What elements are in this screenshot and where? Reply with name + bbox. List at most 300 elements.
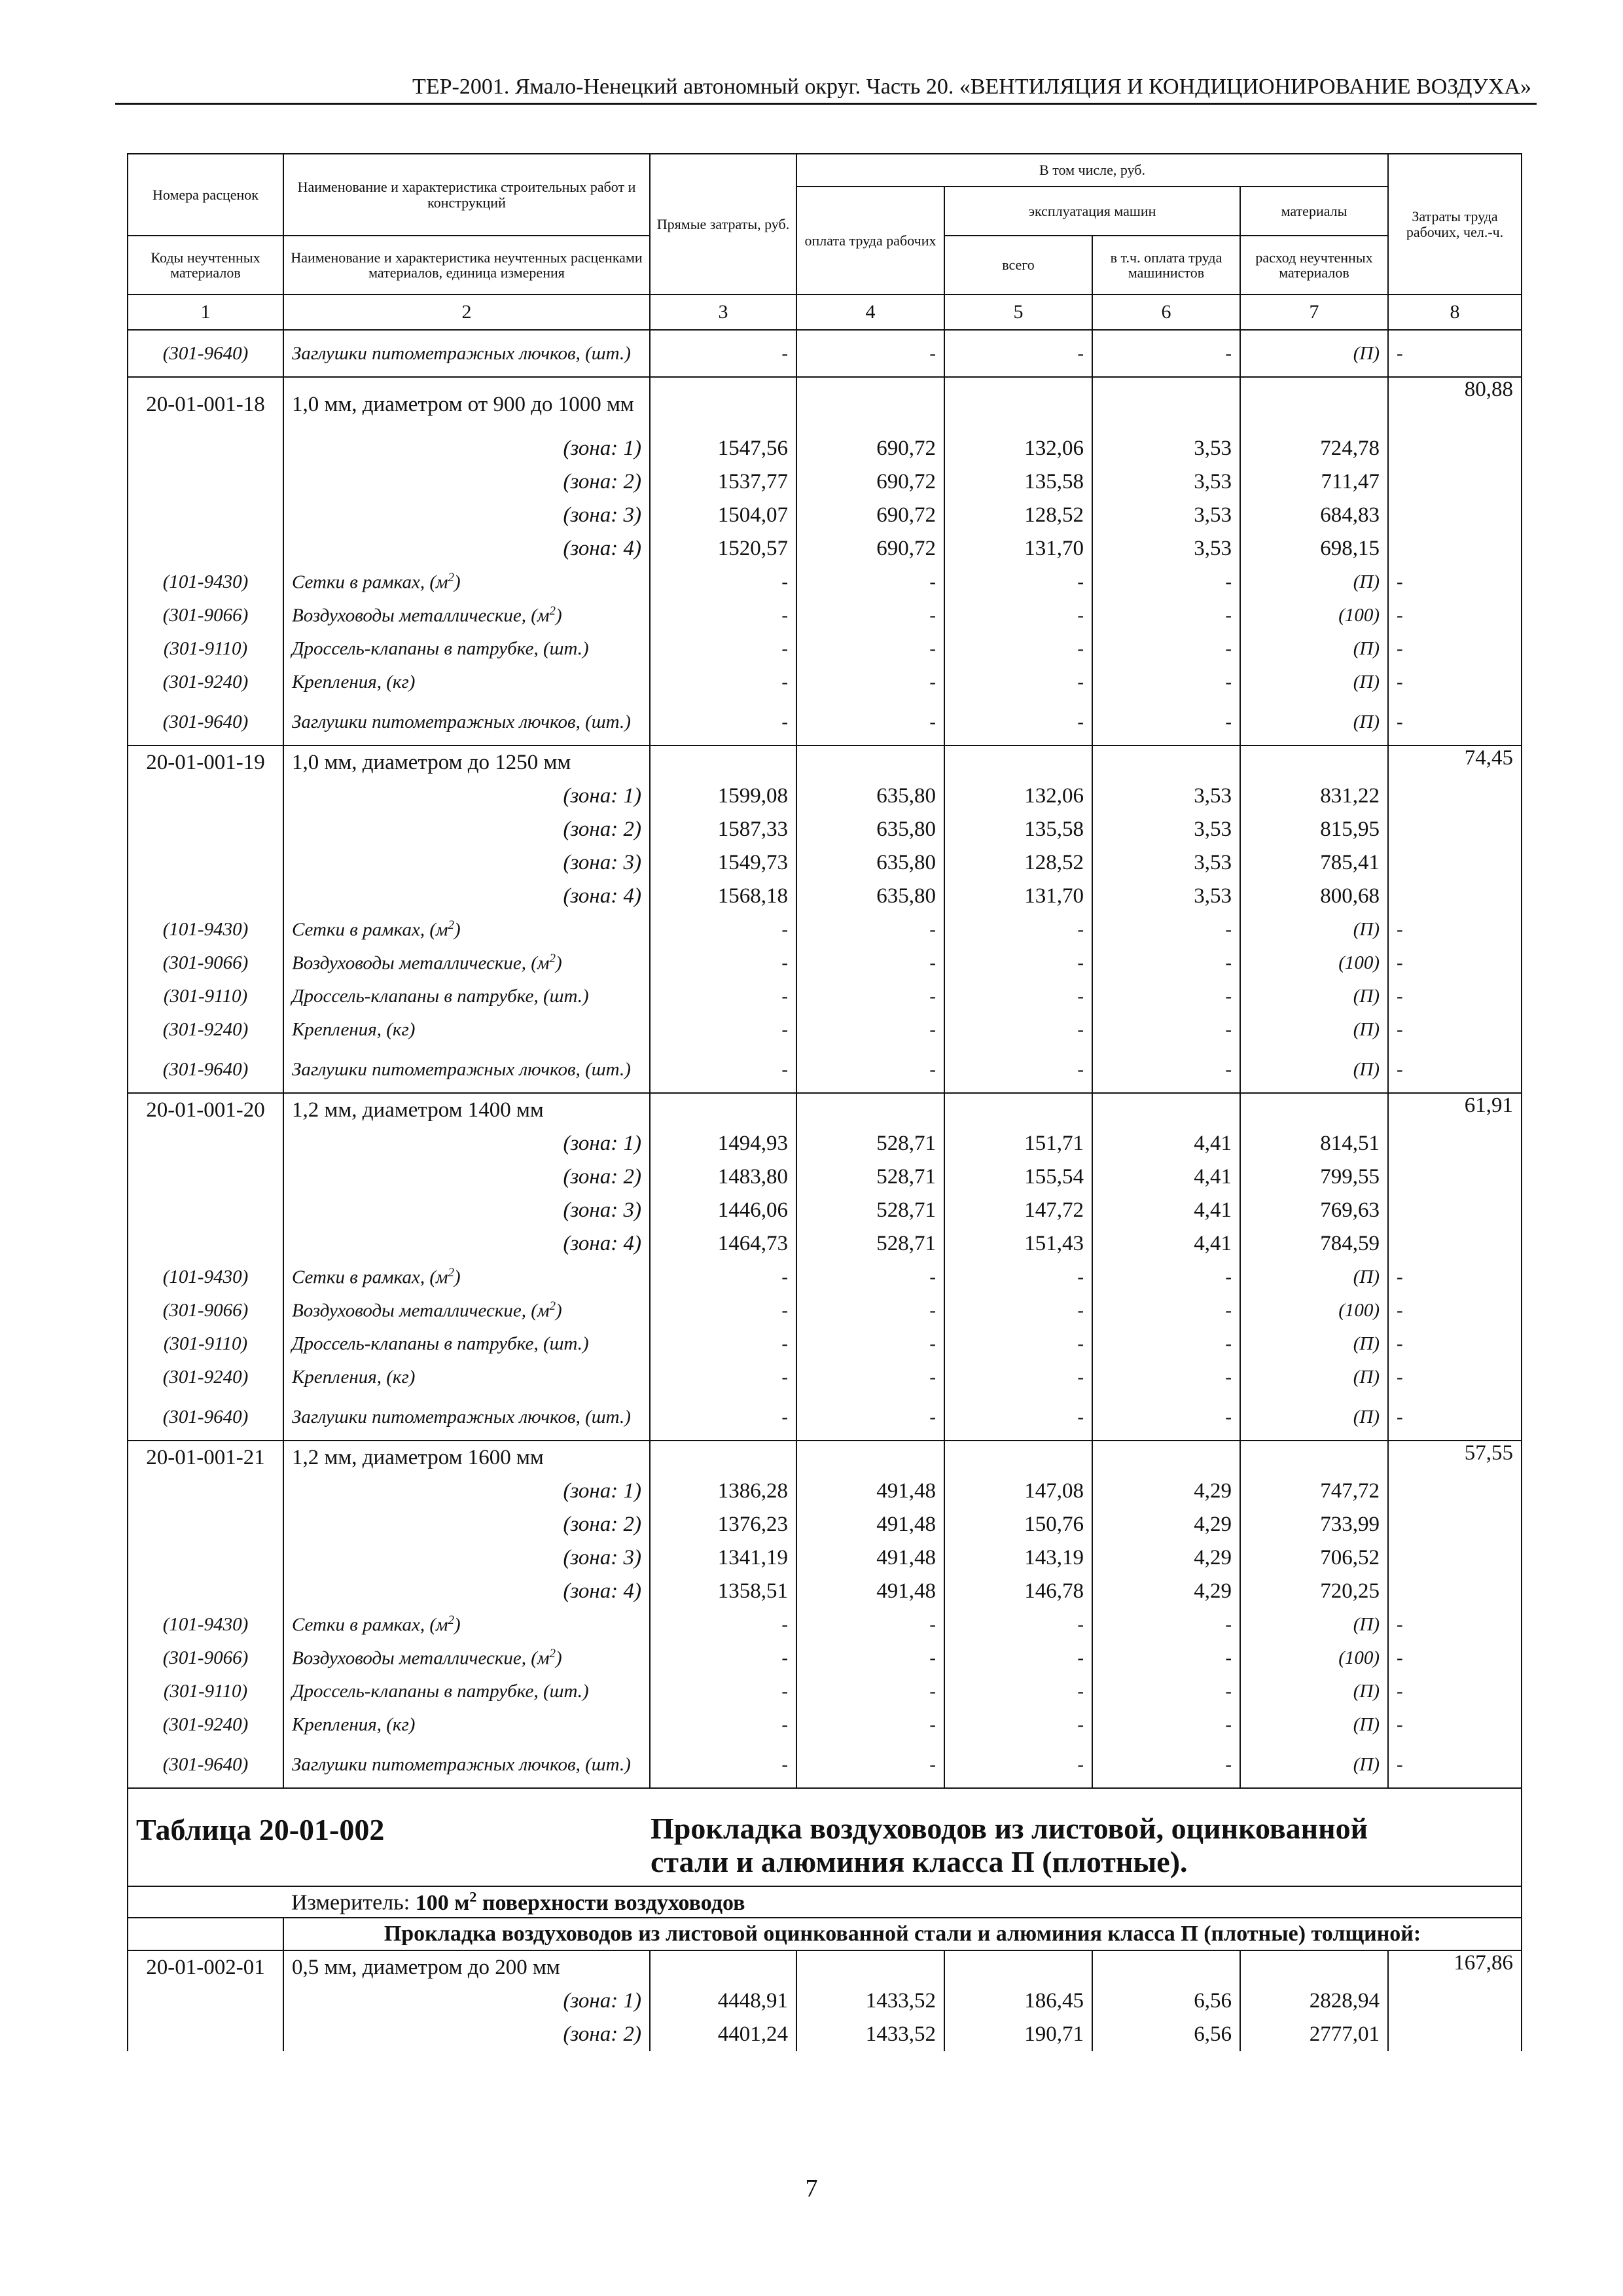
value-cell: 1494,93 xyxy=(650,1127,796,1160)
empty-cell xyxy=(1092,1950,1240,1984)
value-cell: 4448,91 xyxy=(650,1984,796,2018)
value-cell: 635,80 xyxy=(796,846,944,880)
dash-cell: - xyxy=(796,1608,944,1641)
value-cell: 4,41 xyxy=(1092,1194,1240,1227)
material-name: Сетки в рамках, $(м^2)$ xyxy=(283,1261,650,1294)
material-row xyxy=(128,1047,1522,1093)
dash-cell: - xyxy=(796,565,944,599)
empty-cell xyxy=(128,1541,283,1575)
dash-cell: - xyxy=(1388,946,1522,980)
zone-label: (зона: 1) xyxy=(283,1984,650,2018)
material-code: (301-9640) xyxy=(128,1394,283,1441)
dash-cell: - xyxy=(650,1327,796,1361)
zone-row xyxy=(128,532,1522,565)
material-name: Воздуховоды металлические, $(м^2)$ xyxy=(283,946,650,980)
material-consumption: (100) xyxy=(1240,1294,1388,1327)
material-code: (301-9110) xyxy=(128,632,283,666)
dash-cell: - xyxy=(1388,599,1522,632)
empty-cell xyxy=(944,1950,1092,1984)
value-cell: 1537,77 xyxy=(650,465,796,499)
dash-cell: - xyxy=(1092,1675,1240,1708)
value-cell: 769,63 xyxy=(1240,1194,1388,1227)
empty-cell xyxy=(1388,1984,1522,2018)
value-cell: 635,80 xyxy=(796,780,944,813)
material-row xyxy=(128,565,1522,599)
empty-cell xyxy=(128,1160,283,1194)
material-code: (301-9110) xyxy=(128,980,283,1013)
zone-row xyxy=(128,1508,1522,1541)
dash-cell: - xyxy=(1092,980,1240,1013)
material-code: (301-9640) xyxy=(128,699,283,745)
material-row xyxy=(128,946,1522,980)
rate-name: 1,2 мм, диаметром 1600 мм xyxy=(283,1441,650,1475)
dash-cell: - xyxy=(1388,330,1522,377)
value-cell: 132,06 xyxy=(944,780,1092,813)
material-name: Сетки в рамках, $(м^2)$ xyxy=(283,913,650,946)
value-cell: 4,41 xyxy=(1092,1127,1240,1160)
section-table-20-01-002 xyxy=(128,1788,1522,1950)
value-cell: 1433,52 xyxy=(796,1984,944,2018)
table-body xyxy=(128,330,1522,1788)
dash-cell: - xyxy=(796,666,944,699)
dash-cell: - xyxy=(796,980,944,1013)
dash-cell: - xyxy=(650,1708,796,1742)
dash-cell: - xyxy=(650,1641,796,1675)
material-name: Дроссель-клапаны в патрубке, (шт.) xyxy=(283,1327,650,1361)
material-code: (301-9066) xyxy=(128,1294,283,1327)
section-subheader: Прокладка воздуховодов из листовой оцинкованной стали и алюминия класса П (плотные) толщиной: xyxy=(283,1918,1522,1950)
dash-cell: - xyxy=(650,1013,796,1047)
value-cell: 635,80 xyxy=(796,813,944,846)
value-cell: 720,25 xyxy=(1240,1575,1388,1608)
empty-cell xyxy=(128,465,283,499)
dash-cell: - xyxy=(796,1675,944,1708)
empty-cell xyxy=(1388,2018,1522,2051)
empty-cell xyxy=(1388,1575,1522,1608)
dash-cell: - xyxy=(944,1013,1092,1047)
dash-cell: - xyxy=(1092,946,1240,980)
material-row xyxy=(128,1641,1522,1675)
value-cell: 128,52 xyxy=(944,499,1092,532)
value-cell: 1504,07 xyxy=(650,499,796,532)
material-consumption: (П) xyxy=(1240,1361,1388,1394)
empty-cell xyxy=(944,1441,1092,1475)
material-name: Дроссель-клапаны в патрубке, (шт.) xyxy=(283,1675,650,1708)
dash-cell: - xyxy=(650,599,796,632)
value-cell: 132,06 xyxy=(944,432,1092,465)
material-row xyxy=(128,330,1522,377)
zone-label: (зона: 2) xyxy=(283,813,650,846)
dash-cell: - xyxy=(1388,980,1522,1013)
rate-code: 20-01-001-18 xyxy=(128,377,283,432)
dash-cell: - xyxy=(796,1742,944,1788)
empty-cell xyxy=(1388,880,1522,913)
value-cell: 143,19 xyxy=(944,1541,1092,1575)
dash-cell: - xyxy=(1092,1641,1240,1675)
dash-cell: - xyxy=(650,1294,796,1327)
material-code: (301-9240) xyxy=(128,666,283,699)
dash-cell: - xyxy=(796,632,944,666)
column-number: 2 xyxy=(283,295,650,330)
value-cell: 3,53 xyxy=(1092,880,1240,913)
header-rate-no: Номера расценок xyxy=(128,154,283,236)
zone-row xyxy=(128,1227,1522,1261)
value-cell: 528,71 xyxy=(796,1194,944,1227)
material-row xyxy=(128,1327,1522,1361)
material-name: Крепления, (кг) xyxy=(283,1361,650,1394)
value-cell: 2777,01 xyxy=(1240,2018,1388,2051)
value-cell: 1547,56 xyxy=(650,432,796,465)
value-cell: 1341,19 xyxy=(650,1541,796,1575)
rate-name: 0,5 мм, диаметром до 200 мм xyxy=(283,1950,650,1984)
material-consumption: (100) xyxy=(1240,1641,1388,1675)
material-code: (301-9640) xyxy=(128,1742,283,1788)
empty-cell xyxy=(1388,1475,1522,1508)
material-consumption: (П) xyxy=(1240,980,1388,1013)
material-code: (301-9640) xyxy=(128,1047,283,1093)
empty-cell xyxy=(796,1950,944,1984)
page-number: 7 xyxy=(805,2175,818,2202)
material-consumption: (П) xyxy=(1240,1675,1388,1708)
empty-cell xyxy=(128,2018,283,2051)
value-cell: 1358,51 xyxy=(650,1575,796,1608)
zone-label: (зона: 2) xyxy=(283,1508,650,1541)
value-cell: 4,29 xyxy=(1092,1541,1240,1575)
material-row xyxy=(128,1675,1522,1708)
zone-label: (зона: 2) xyxy=(283,465,650,499)
dash-cell: - xyxy=(944,330,1092,377)
material-name: Воздуховоды металлические, $(м^2)$ xyxy=(283,1641,650,1675)
zone-label: (зона: 4) xyxy=(283,1227,650,1261)
value-cell: 131,70 xyxy=(944,880,1092,913)
empty-cell xyxy=(796,745,944,780)
zone-row xyxy=(128,1575,1522,1608)
dash-cell: - xyxy=(1092,1294,1240,1327)
value-cell: 747,72 xyxy=(1240,1475,1388,1508)
empty-cell xyxy=(1092,745,1240,780)
value-cell: 2828,94 xyxy=(1240,1984,1388,2018)
material-row xyxy=(128,599,1522,632)
value-cell: 815,95 xyxy=(1240,813,1388,846)
dash-cell: - xyxy=(944,565,1092,599)
dash-cell: - xyxy=(1388,1641,1522,1675)
zone-row xyxy=(128,432,1522,465)
material-code: (301-9066) xyxy=(128,599,283,632)
dash-cell: - xyxy=(650,913,796,946)
value-cell: 3,53 xyxy=(1092,432,1240,465)
dash-cell: - xyxy=(944,1327,1092,1361)
dash-cell: - xyxy=(796,946,944,980)
column-number: 6 xyxy=(1092,295,1240,330)
value-cell: 698,15 xyxy=(1240,532,1388,565)
material-consumption: (П) xyxy=(1240,1327,1388,1361)
empty-cell xyxy=(1388,1194,1522,1227)
value-cell: 4,41 xyxy=(1092,1160,1240,1194)
value-cell: 1587,33 xyxy=(650,813,796,846)
empty-cell xyxy=(650,1093,796,1127)
header-direct: Прямые затраты, руб. xyxy=(650,154,796,295)
zone-label: (зона: 4) xyxy=(283,1575,650,1608)
header-materials: материалы xyxy=(1240,187,1388,236)
dash-cell: - xyxy=(944,1394,1092,1441)
rate-labor: 167,86 xyxy=(1388,1950,1522,1984)
material-code: (301-9240) xyxy=(128,1708,283,1742)
zone-label: (зона: 1) xyxy=(283,432,650,465)
empty-cell xyxy=(1240,1093,1388,1127)
material-code: (301-9110) xyxy=(128,1327,283,1361)
zone-label: (зона: 3) xyxy=(283,846,650,880)
header-title: ТЕР-2001. Ямало-Ненецкий автономный округ. Часть 20. «ВЕНТИЛЯЦИЯ И КОНДИЦИОНИРОВАНИЕ ВОЗДУХА» xyxy=(412,75,1531,99)
empty-cell xyxy=(1240,1441,1388,1475)
empty-cell xyxy=(1092,1093,1240,1127)
header-mat-use: расход неучтенных материалов xyxy=(1240,236,1388,295)
empty-cell xyxy=(944,745,1092,780)
value-cell: 491,48 xyxy=(796,1475,944,1508)
material-code: (101-9430) xyxy=(128,913,283,946)
material-name: Заглушки питометражных лючков, (шт.) xyxy=(283,1047,650,1093)
value-cell: 151,71 xyxy=(944,1127,1092,1160)
rate-row xyxy=(128,377,1522,432)
value-cell: 151,43 xyxy=(944,1227,1092,1261)
value-cell: 4,29 xyxy=(1092,1475,1240,1508)
empty-cell xyxy=(128,1475,283,1508)
dash-cell: - xyxy=(1388,1294,1522,1327)
value-cell: 724,78 xyxy=(1240,432,1388,465)
material-consumption: (П) xyxy=(1240,1608,1388,1641)
zone-label: (зона: 1) xyxy=(283,780,650,813)
zone-label: (зона: 2) xyxy=(283,2018,650,2051)
material-consumption: (П) xyxy=(1240,1047,1388,1093)
material-name: Сетки в рамках, $(м^2)$ xyxy=(283,565,650,599)
value-cell: 799,55 xyxy=(1240,1160,1388,1194)
header-labor-pay: оплата труда рабочих xyxy=(796,187,944,295)
material-name: Воздуховоды металлические, $(м^2)$ xyxy=(283,599,650,632)
dash-cell: - xyxy=(944,1361,1092,1394)
empty-cell xyxy=(128,1194,283,1227)
material-name: Крепления, (кг) xyxy=(283,1708,650,1742)
dash-cell: - xyxy=(1092,1608,1240,1641)
material-row xyxy=(128,980,1522,1013)
zone-row xyxy=(128,1127,1522,1160)
material-code: (301-9640) xyxy=(128,330,283,377)
dash-cell: - xyxy=(944,946,1092,980)
rate-code: 20-01-001-21 xyxy=(128,1441,283,1475)
material-consumption: (100) xyxy=(1240,946,1388,980)
dash-cell: - xyxy=(796,913,944,946)
dash-cell: - xyxy=(796,1013,944,1047)
dash-cell: - xyxy=(796,1294,944,1327)
value-cell: 491,48 xyxy=(796,1575,944,1608)
header-including: В том числе, руб. xyxy=(796,154,1388,187)
value-cell: 131,70 xyxy=(944,532,1092,565)
dash-cell: - xyxy=(650,1675,796,1708)
value-cell: 4,29 xyxy=(1092,1575,1240,1608)
dash-cell: - xyxy=(796,599,944,632)
value-cell: 1446,06 xyxy=(650,1194,796,1227)
material-code: (301-9240) xyxy=(128,1361,283,1394)
empty-cell xyxy=(1388,1541,1522,1575)
value-cell: 690,72 xyxy=(796,465,944,499)
value-cell: 635,80 xyxy=(796,880,944,913)
empty-cell xyxy=(650,1441,796,1475)
empty-cell xyxy=(128,532,283,565)
dash-cell: - xyxy=(1388,913,1522,946)
dash-cell: - xyxy=(1388,1675,1522,1708)
dash-cell: - xyxy=(1092,1047,1240,1093)
value-cell: 528,71 xyxy=(796,1127,944,1160)
dash-cell: - xyxy=(1092,1361,1240,1394)
dash-cell: - xyxy=(944,632,1092,666)
rate-labor: 74,45 xyxy=(1388,745,1522,780)
dash-cell: - xyxy=(650,330,796,377)
empty-cell xyxy=(1240,377,1388,432)
empty-cell xyxy=(1240,745,1388,780)
zone-row xyxy=(128,499,1522,532)
value-cell: 528,71 xyxy=(796,1227,944,1261)
value-cell: 690,72 xyxy=(796,532,944,565)
value-cell: 814,51 xyxy=(1240,1127,1388,1160)
dash-cell: - xyxy=(796,1047,944,1093)
material-row xyxy=(128,1708,1522,1742)
zone-row xyxy=(128,1160,1522,1194)
material-consumption: (П) xyxy=(1240,1708,1388,1742)
zone-label: (зона: 3) xyxy=(283,1541,650,1575)
material-name: Заглушки питометражных лючков, (шт.) xyxy=(283,330,650,377)
material-code: (301-9240) xyxy=(128,1013,283,1047)
value-cell: 711,47 xyxy=(1240,465,1388,499)
dash-cell: - xyxy=(650,980,796,1013)
zone-label: (зона: 4) xyxy=(283,532,650,565)
empty-cell xyxy=(1388,813,1522,846)
dash-cell: - xyxy=(650,632,796,666)
dash-cell: - xyxy=(1092,1261,1240,1294)
dash-cell: - xyxy=(1092,632,1240,666)
material-code: (301-9066) xyxy=(128,946,283,980)
material-row xyxy=(128,632,1522,666)
material-code: (301-9110) xyxy=(128,1675,283,1708)
empty-cell xyxy=(128,432,283,465)
zone-row xyxy=(128,1541,1522,1575)
dash-cell: - xyxy=(944,980,1092,1013)
empty-cell xyxy=(650,1950,796,1984)
empty-cell xyxy=(796,1441,944,1475)
rate-row xyxy=(128,1093,1522,1127)
value-cell: 3,53 xyxy=(1092,813,1240,846)
empty-cell xyxy=(128,780,283,813)
rate-table xyxy=(127,153,1522,2051)
header-machines: эксплуатация машин xyxy=(944,187,1240,236)
value-cell: 831,22 xyxy=(1240,780,1388,813)
value-cell: 690,72 xyxy=(796,499,944,532)
running-header xyxy=(115,71,1537,105)
material-name: Воздуховоды металлические, $(м^2)$ xyxy=(283,1294,650,1327)
zone-row xyxy=(128,465,1522,499)
header-mat-names: Наименование и характеристика неучтенных расценками материалов, единица измерения xyxy=(283,236,650,295)
value-cell: 128,52 xyxy=(944,846,1092,880)
empty-cell xyxy=(1388,1160,1522,1194)
material-consumption: (П) xyxy=(1240,565,1388,599)
value-cell: 684,83 xyxy=(1240,499,1388,532)
dash-cell: - xyxy=(1092,330,1240,377)
value-cell: 4,29 xyxy=(1092,1508,1240,1541)
zone-label: (зона: 1) xyxy=(283,1475,650,1508)
header-labor-cost: Затраты труда рабочих, чел.-ч. xyxy=(1388,154,1522,295)
empty-cell xyxy=(1388,499,1522,532)
value-cell: 800,68 xyxy=(1240,880,1388,913)
dash-cell: - xyxy=(650,699,796,745)
zone-row xyxy=(128,1984,1522,2018)
dash-cell: - xyxy=(944,1742,1092,1788)
value-cell: 1433,52 xyxy=(796,2018,944,2051)
rate-code: 20-01-001-19 xyxy=(128,745,283,780)
zone-label: (зона: 2) xyxy=(283,1160,650,1194)
rate-row xyxy=(128,1441,1522,1475)
value-cell: 491,48 xyxy=(796,1541,944,1575)
dash-cell: - xyxy=(796,1641,944,1675)
value-cell: 6,56 xyxy=(1092,2018,1240,2051)
header-total: всего xyxy=(944,236,1092,295)
value-cell: 706,52 xyxy=(1240,1541,1388,1575)
rate-row xyxy=(128,745,1522,780)
value-cell: 4401,24 xyxy=(650,2018,796,2051)
value-cell: 785,41 xyxy=(1240,846,1388,880)
dash-cell: - xyxy=(944,1608,1092,1641)
dash-cell: - xyxy=(796,330,944,377)
column-number: 8 xyxy=(1388,295,1522,330)
value-cell: 1483,80 xyxy=(650,1160,796,1194)
value-cell: 1520,57 xyxy=(650,532,796,565)
dash-cell: - xyxy=(650,1608,796,1641)
zone-label: (зона: 3) xyxy=(283,1194,650,1227)
value-cell: 3,53 xyxy=(1092,780,1240,813)
empty-cell xyxy=(128,880,283,913)
dash-cell: - xyxy=(796,1261,944,1294)
header-work-name: Наименование и характеристика строительных работ и конструкций xyxy=(283,154,650,236)
dash-cell: - xyxy=(796,699,944,745)
dash-cell: - xyxy=(1388,632,1522,666)
rate-labor: 61,91 xyxy=(1388,1093,1522,1127)
material-code: (101-9430) xyxy=(128,1261,283,1294)
material-row xyxy=(128,1013,1522,1047)
material-name: Заглушки питометражных лючков, (шт.) xyxy=(283,699,650,745)
empty-cell xyxy=(650,377,796,432)
value-cell: 1386,28 xyxy=(650,1475,796,1508)
dash-cell: - xyxy=(1388,1394,1522,1441)
value-cell: 1599,08 xyxy=(650,780,796,813)
empty-cell xyxy=(1388,1508,1522,1541)
material-name: Заглушки питометражных лючков, (шт.) xyxy=(283,1742,650,1788)
empty-cell xyxy=(1388,432,1522,465)
material-row xyxy=(128,1742,1522,1788)
empty-cell xyxy=(1092,377,1240,432)
material-name: Дроссель-клапаны в патрубке, (шт.) xyxy=(283,632,650,666)
material-row xyxy=(128,1261,1522,1294)
dash-cell: - xyxy=(1092,599,1240,632)
value-cell: 3,53 xyxy=(1092,532,1240,565)
rate-code: 20-01-002-01 xyxy=(128,1950,283,1984)
dash-cell: - xyxy=(796,1708,944,1742)
material-consumption: (П) xyxy=(1240,1394,1388,1441)
empty-cell xyxy=(1388,1227,1522,1261)
material-row xyxy=(128,1361,1522,1394)
material-row xyxy=(128,913,1522,946)
empty-cell xyxy=(128,1127,283,1160)
column-number: 3 xyxy=(650,295,796,330)
value-cell: 3,53 xyxy=(1092,499,1240,532)
zone-label: (зона: 3) xyxy=(283,499,650,532)
dash-cell: - xyxy=(944,666,1092,699)
dash-cell: - xyxy=(796,1361,944,1394)
